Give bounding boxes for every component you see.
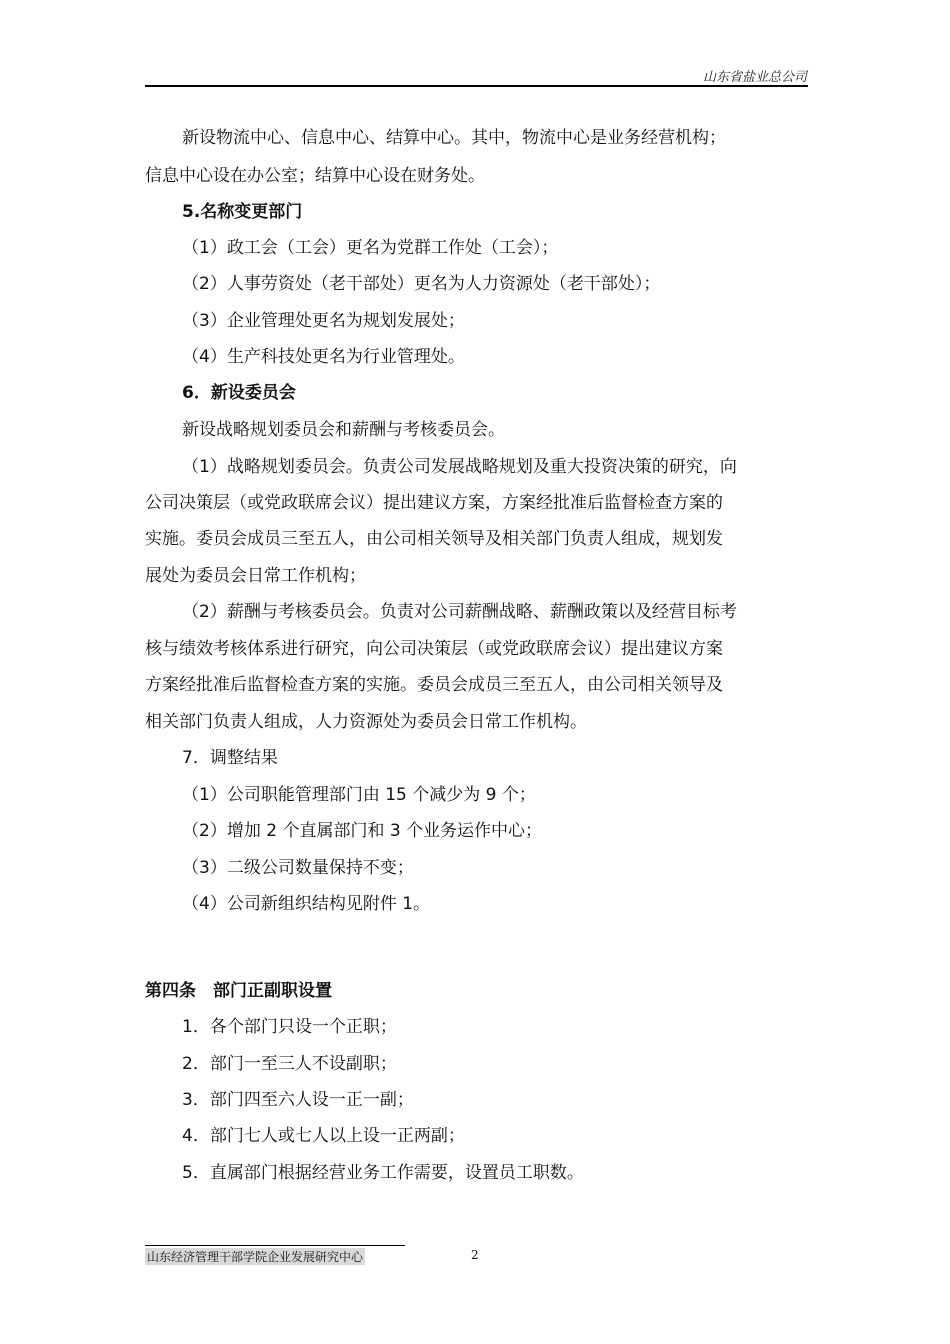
list-item: 1．各个部门只设一个正职； bbox=[182, 1017, 397, 1037]
paragraph-line: 公司决策层（或党政联席会议）提出建议方案，方案经批准后监督检查方案的 bbox=[145, 493, 723, 513]
article-heading: 第四条 部门正副职设置 bbox=[145, 981, 332, 1001]
list-item: （3）二级公司数量保持不变； bbox=[182, 858, 414, 878]
list-item: （1）政工会（工会）更名为党群工作处（工会）； bbox=[182, 238, 559, 258]
section-heading: 5.名称变更部门 bbox=[182, 202, 303, 222]
paragraph-line: 核与绩效考核体系进行研究，向公司决策层（或党政联席会议）提出建议方案 bbox=[145, 639, 723, 659]
list-item: 2．部门一至三人不设副职； bbox=[182, 1054, 397, 1074]
header-rule bbox=[145, 85, 808, 87]
paragraph-line: 新设物流中心、信息中心、结算中心。其中，物流中心是业务经营机构； bbox=[182, 128, 726, 148]
list-item: （1）公司职能管理部门由 15 个减少为 9 个； bbox=[182, 785, 536, 805]
list-item: （4）生产科技处更名为行业管理处。 bbox=[182, 347, 465, 367]
header-organization: 山东省盐业总公司 bbox=[702, 70, 807, 85]
footer-organization: 山东经济管理干部学院企业发展研究中心 bbox=[147, 1250, 364, 1264]
section-heading: 7．调整结果 bbox=[182, 748, 278, 768]
list-item: （2）薪酬与考核委员会。负责对公司薪酬战略、薪酬政策以及经营目标考 bbox=[182, 602, 737, 622]
list-item: 4．部门七人或七人以上设一正两副； bbox=[182, 1126, 465, 1146]
list-item: （4）公司新组织结构见附件 1。 bbox=[182, 894, 431, 914]
paragraph-line: 展处为委员会日常工作机构； bbox=[145, 566, 366, 586]
paragraph-line: 方案经批准后监督检查方案的实施。委员会成员三至五人，由公司相关领导及 bbox=[145, 675, 723, 695]
section-heading: 6．新设委员会 bbox=[182, 383, 296, 403]
list-item: （2）人事劳资处（老干部处）更名为人力资源处（老干部处）； bbox=[182, 274, 661, 294]
list-item: （3）企业管理处更名为规划发展处； bbox=[182, 311, 465, 331]
paragraph-line: 信息中心设在办公室；结算中心设在财务处。 bbox=[145, 166, 485, 186]
paragraph-line: 相关部门负责人组成，人力资源处为委员会日常工作机构。 bbox=[145, 712, 587, 732]
paragraph-line: 新设战略规划委员会和薪酬与考核委员会。 bbox=[182, 420, 505, 440]
list-item: （1）战略规划委员会。负责公司发展战略规划及重大投资决策的研究，向 bbox=[182, 457, 737, 477]
page-number: 2 bbox=[471, 1248, 479, 1262]
list-item: 3．部门四至六人设一正一副； bbox=[182, 1090, 414, 1110]
list-item: 5．直属部门根据经营业务工作需要，设置员工职数。 bbox=[182, 1163, 584, 1183]
paragraph-line: 实施。委员会成员三至五人，由公司相关领导及相关部门负责人组成，规划发 bbox=[145, 529, 723, 549]
list-item: （2）增加 2 个直属部门和 3 个业务运作中心； bbox=[182, 821, 543, 841]
footer-rule bbox=[145, 1245, 405, 1246]
